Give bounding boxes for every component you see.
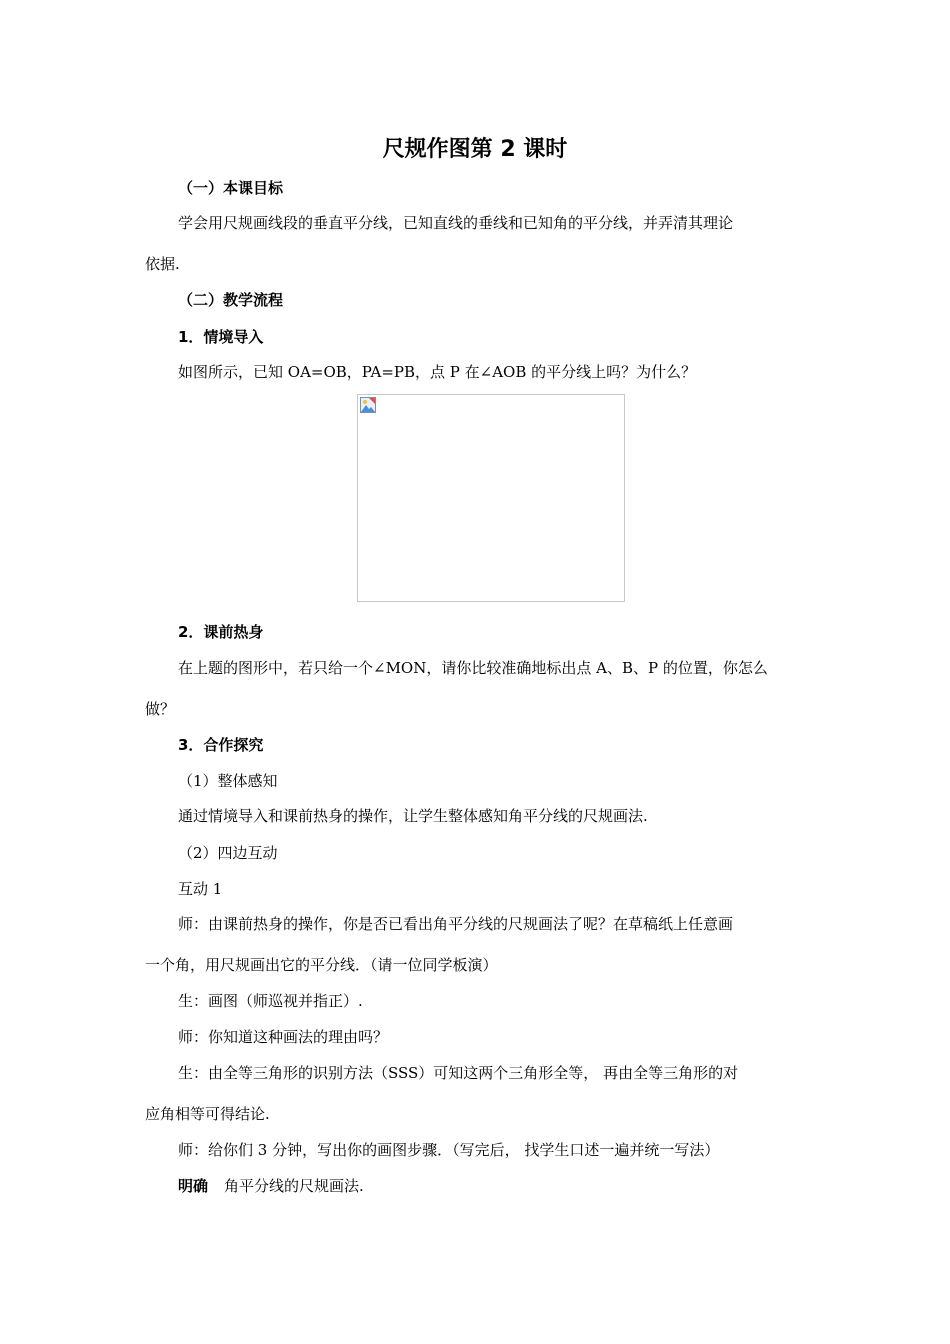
clarify-text: 角平分线的尺规画法. <box>224 1177 364 1195</box>
paragraph-warmup-line1: 在上题的图形中，若只给一个∠MON，请你比较准确地标出点 A、B、P 的位置，你怎么 <box>178 659 768 677</box>
paragraph-overall: 通过情境导入和课前热身的操作，让学生整体感知角平分线的尺规画法. <box>178 807 648 825</box>
paragraph-goals-line2: 依据. <box>145 255 180 273</box>
subheading-interact: （2）四边互动 <box>178 844 278 862</box>
figure-placeholder <box>357 394 625 602</box>
section-heading-goals: （一）本课目标 <box>178 179 284 197</box>
paragraph-situation: 如图所示，已知 OA=OB，PA=PB，点 P 在∠AOB 的平分线上吗？为什么？ <box>178 363 697 381</box>
paragraph-goals-line1: 学会用尺规画线段的垂直平分线，已知直线的垂线和已知角的平分线，并弄清其理论 <box>178 214 734 232</box>
subheading-warmup: 2．课前热身 <box>178 623 264 641</box>
paragraph-warmup-line2: 做？ <box>145 700 176 718</box>
teacher-line1-cont: 一个角，用尺规画出它的平分线．（请一位同学板演） <box>145 956 498 974</box>
teacher-line2: 师：你知道这种画法的理由吗？ <box>178 1028 389 1046</box>
clarify-label: 明确 <box>178 1177 209 1195</box>
subheading-explore: 3．合作探究 <box>178 736 264 754</box>
teacher-line3: 师：给你们 3 分钟，写出你的画图步骤．（写完后， 找学生口述一遍并统一写法） <box>178 1141 720 1159</box>
teacher-line1: 师：由课前热身的操作，你是否已看出角平分线的尺规画法了呢？在草稿纸上任意画 <box>178 915 734 933</box>
section-heading-process: （二）教学流程 <box>178 291 284 309</box>
student-line2-cont: 应角相等可得结论. <box>145 1105 270 1123</box>
broken-image-icon <box>360 397 376 413</box>
interaction-label: 互动 1 <box>178 880 223 898</box>
student-line2: 生：由全等三角形的识别方法（SSS）可知这两个三角形全等， 再由全等三角形的对 <box>178 1064 739 1082</box>
page-title: 尺规作图第 2 课时 <box>382 137 568 162</box>
clarify-line <box>178 1176 364 1196</box>
subheading-overall: （1）整体感知 <box>178 772 278 790</box>
student-line1: 生：画图（师巡视并指正）. <box>178 992 363 1010</box>
subheading-situation: 1．情境导入 <box>178 328 264 346</box>
